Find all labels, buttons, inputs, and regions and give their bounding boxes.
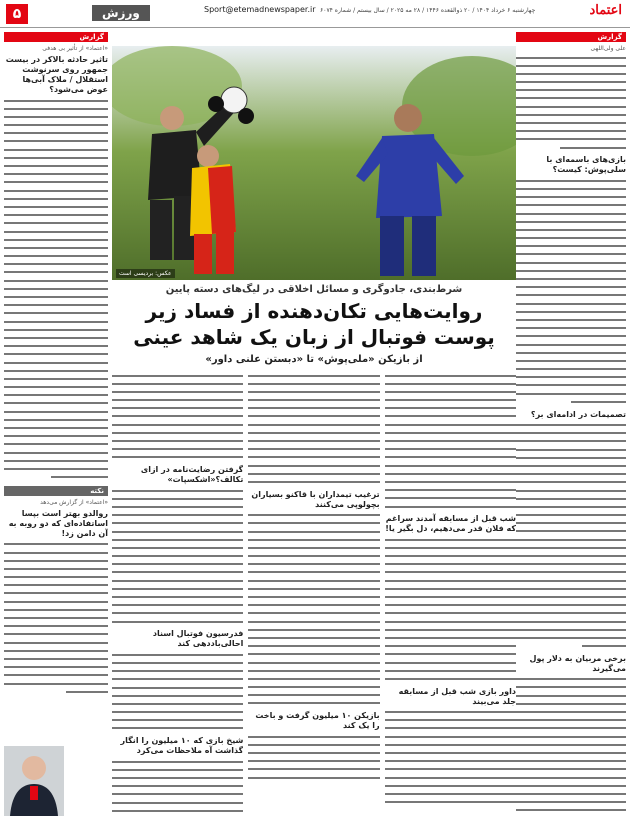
story-headline: روایت‌هایی تکان‌دهنده از فساد زیر پوست فوتبال از زبان یک شاهد عینی: [133, 299, 495, 349]
main-story-area: [112, 32, 516, 816]
story-col-right: [112, 372, 243, 816]
section-title: ورزش: [92, 5, 150, 21]
dateline: چهارشنبه ۶ خرداد ۱۴۰۴ / ۲۰ ذوالقعده ۱۴۴۶ / ۲۸ مه ۲۰۲۵ / سال بیستم / شماره ۶۰۷۴: [320, 7, 536, 14]
story-subhead-m2: بازیکن ۱۰ میلیون گرفت و باخت را یک کند: [255, 711, 380, 731]
right-subhead-2: تصمیمات در ادامه‌ای بر؟: [530, 409, 626, 419]
story-subhead-r2: فدرسیون فوتبال اسناد احالی‌باددهی کند: [152, 629, 244, 649]
right-column: [516, 32, 626, 816]
football-match-illustration: [112, 46, 516, 280]
masthead: [0, 0, 630, 28]
story-subhead-l2: شب قبل از مسابقه آمدند سراغم که فلان قدر می‌دهیم، دل بگیر یا!: [385, 514, 516, 534]
right-byline: علی ولی‌اللهی: [590, 45, 626, 52]
story-subhead-m1: ترغیب تیمداران با قاکنو بسیاران بچولوپی می‌کنند: [251, 489, 380, 509]
right-body-1: [516, 54, 626, 152]
left-headline-2: روالدو بهتر است بپسا اساتفاده‌ای که دو روبه به آن دامن زد!: [8, 508, 108, 538]
right-kicker: گزارش: [516, 32, 626, 42]
story-subhead-r3: شیخ بازی که ۱۰ میلیون را انگار گذاشت آه ملاحظات می‌کرد: [120, 736, 244, 756]
newspaper-logo: اعتماد: [589, 3, 622, 18]
right-subhead-3: برخی مربیان به دلار پول می‌گیرند: [529, 653, 626, 673]
left-body-2: [4, 541, 108, 697]
story-col-left: [385, 372, 516, 816]
left-body-1: [4, 97, 108, 482]
photo-caption: عکس: بردیسی است: [116, 269, 175, 278]
story-subhead-l3: داور بازی شب قبل از مسابقه جلد می‌بیند: [398, 686, 516, 706]
left-kicker-2: نکته: [4, 486, 108, 496]
main-story-photo: [112, 46, 516, 280]
story-dek: از بازیکن «ملی‌پوش» تا «دبستن علنی داور»: [205, 354, 423, 365]
right-body-2: [516, 177, 626, 406]
left-headline-1: تاثیر حادثه بالاکر در بیست جمهور روی سرنوشت استقلال / ملاک آبی‌ها عوض می‌شود؟: [5, 55, 108, 94]
left-byline: «اعتماد» از تأثیر بی هدفی: [42, 45, 108, 52]
left-column: [4, 32, 108, 816]
story-col-center: [248, 372, 379, 816]
left-kicker: گزارش: [4, 32, 108, 42]
right-body-4: [516, 676, 626, 816]
story-subhead-r1: گرفتن رضایت‌نامه در ازای تکالف؟«اشکسپات»: [140, 465, 244, 485]
story-overline: شرط‌بندی، جادوگری و مسائل اخلاقی در لیگ‌های دسته پایین: [165, 284, 463, 295]
left-byline-2: «اعتماد» از گزارش می‌دهد: [40, 498, 108, 506]
page-number: ۵: [6, 4, 28, 24]
player-portrait-photo: [4, 746, 64, 816]
right-body-3: [516, 422, 626, 651]
player-portrait-illustration: [4, 746, 64, 816]
story-body: [112, 372, 516, 816]
section-email[interactable]: Sport@etemadnewspaper.ir: [204, 5, 316, 14]
right-subhead-1: بازی‌های باسمه‌ای با سلی‌پوش: کیست؟: [546, 155, 626, 175]
